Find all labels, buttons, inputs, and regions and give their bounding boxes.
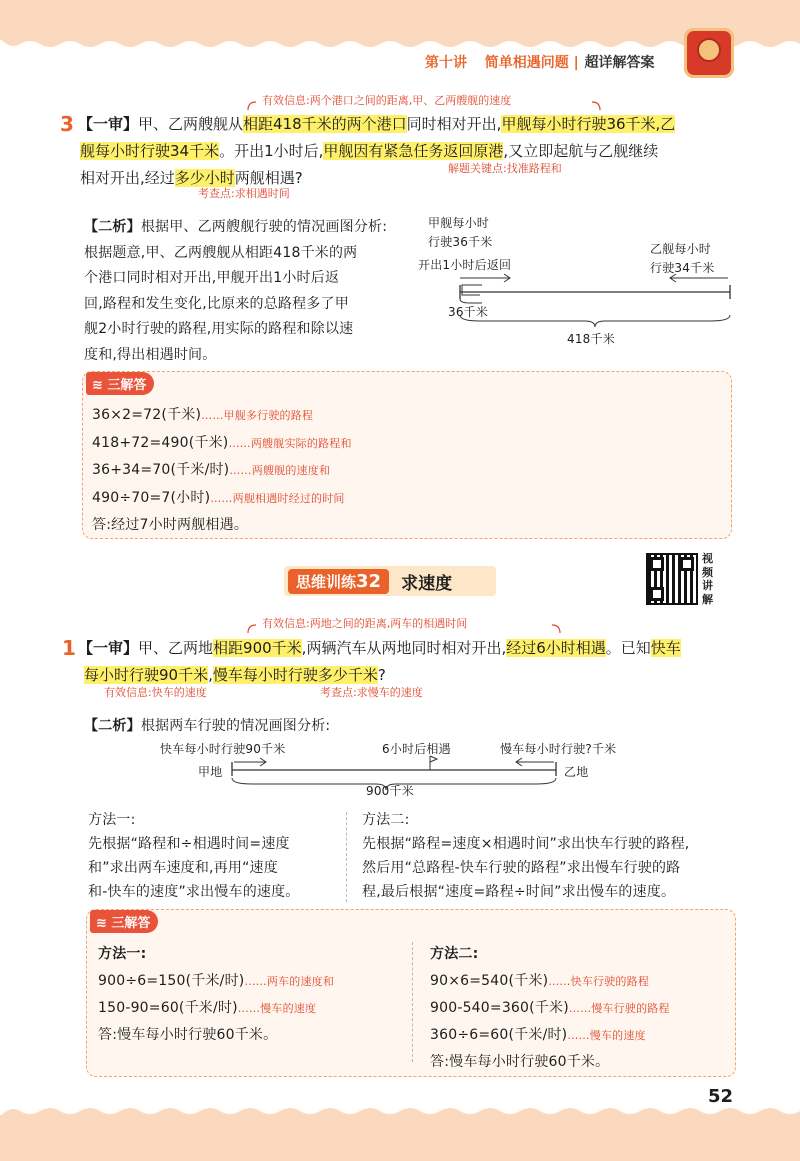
p1-method1 bbox=[88, 808, 300, 904]
p3-final-answer: 答:经过7小时两舰相遇。 bbox=[92, 517, 249, 533]
p1-annotation-fast: 有效信息:快车的速度 bbox=[104, 686, 207, 699]
p1-answer-divider bbox=[412, 942, 413, 1062]
p3-text: 。开出1小时后, bbox=[219, 142, 324, 160]
p3-diagram-b-speed: 乙舰每小时 bbox=[650, 242, 712, 256]
p1-sol2-eq: 360÷6=60(千米/时) bbox=[430, 1027, 568, 1043]
header-label: 超详解答案 bbox=[584, 55, 655, 71]
p3-step-note: ……两艘舰的速度和 bbox=[229, 464, 331, 477]
p1-sol1-note: ……慢车的速度 bbox=[237, 1002, 317, 1015]
p1-text: 。已知 bbox=[605, 639, 651, 657]
p3-step-note: ……两艘舰实际的路程和 bbox=[228, 436, 352, 450]
p1-text: ,两辆汽车从两地同时相对开出, bbox=[301, 639, 507, 657]
p1-answer-tag: ≋ 三解答 bbox=[90, 910, 158, 933]
p1-sol1-eq: 150-90=60(千米/时) bbox=[98, 1000, 238, 1016]
p1-analysis-text: 根据两车行驶的情况画图分析: bbox=[140, 718, 331, 734]
p1-diagram-a: 甲地 bbox=[198, 765, 223, 779]
p3-analysis-line: 根据题意,甲、乙两艘舰从相距418千米的两 bbox=[84, 244, 358, 261]
header-topic: 简单相遇问题 bbox=[484, 55, 569, 71]
p3-diagram-a-speed: 行驶36千米 bbox=[428, 235, 493, 249]
p3-text: 相对开出,经过 bbox=[80, 169, 175, 187]
p3-highlight-question: 多少小时 bbox=[174, 169, 235, 187]
p1-sol1-eq: 900÷6=150(千米/时) bbox=[98, 973, 245, 989]
p1-diagram-meet: 6小时后相遇 bbox=[382, 742, 451, 756]
p1-sol2-note: ……快车行驶的路程 bbox=[548, 975, 650, 988]
p3-highlight-speed-a: 甲舰每小时行驶36千米,乙 bbox=[501, 115, 676, 133]
p1-sol2-note: ……慢车的速度 bbox=[567, 1029, 646, 1042]
p3-analysis-line: 根据甲、乙两艘舰行驶的情况画图分析: bbox=[140, 219, 388, 235]
training-badge bbox=[288, 569, 389, 594]
p1-annotation-info: 有效信息:两地之间的距离,两车的相遇时间 bbox=[262, 617, 468, 630]
p1-line2 bbox=[84, 664, 386, 685]
p1-method1-line: 和”求出两车速度和,再用“速度 bbox=[88, 860, 278, 876]
bottom-band bbox=[0, 1115, 800, 1161]
p3-diagram-a-speed: 甲舰每小时 bbox=[428, 216, 490, 230]
p3-answer-steps bbox=[92, 402, 352, 540]
p1-sol1-final: 答:慢车每小时行驶60千米。 bbox=[98, 1027, 278, 1043]
p1-sol2-final: 答:慢车每小时行驶60千米。 bbox=[430, 1054, 610, 1070]
p1-method2-line: 然后用“总路程-快车行驶的路程”求出慢车行驶的路 bbox=[362, 860, 681, 876]
training-title bbox=[288, 568, 452, 594]
p1-tag: 【一审】 bbox=[78, 639, 139, 657]
p3-step-eq: 36×2=72(千米) bbox=[92, 407, 202, 423]
p3-step-eq: 36+34=70(千米/时) bbox=[92, 462, 230, 478]
p3-analysis-line: 个港口同时相对开出,甲舰开出1小时后返 bbox=[84, 270, 340, 286]
p1-answer-tag-label: 三解答 bbox=[111, 916, 151, 931]
p3-diagram-a-return: 开出1小时后返回 bbox=[418, 258, 512, 272]
p1-diagram-b: 乙地 bbox=[564, 765, 589, 779]
p3-answer-tag-label: 三解答 bbox=[107, 378, 147, 393]
header-lecture: 第十讲 bbox=[425, 55, 467, 71]
medal-icon bbox=[697, 38, 721, 62]
p3-analysis bbox=[84, 215, 387, 368]
p1-text: ? bbox=[377, 666, 386, 684]
p3-text: 甲、乙两艘舰从 bbox=[138, 115, 244, 133]
p1-annotation-brace bbox=[246, 621, 566, 635]
p3-analysis-line: 度和,得出相遇时间。 bbox=[84, 346, 217, 363]
p3-tag: 【一审】 bbox=[78, 115, 139, 133]
p1-highlight-question: 慢车每小时行驶多少千米 bbox=[212, 666, 378, 684]
p1-method2-line: 程,最后根据“速度=路程÷时间”求出慢车的速度。 bbox=[362, 884, 676, 900]
p3-annotation-exam: 考查点:求相遇时间 bbox=[198, 187, 290, 200]
p1-annotation-exam: 考查点:求慢车的速度 bbox=[320, 686, 423, 699]
training-prefix: 思维训练 bbox=[296, 572, 357, 591]
p3-diagram-total-label: 418千米 bbox=[567, 332, 615, 346]
p3-annotation-brace bbox=[246, 98, 606, 112]
p1-sol1-title: 方法一: bbox=[98, 946, 147, 962]
p3-analysis-line: 回,路程和发生变化,比原来的总路程多了甲 bbox=[84, 295, 349, 312]
page-number: 52 bbox=[708, 1086, 734, 1107]
p1-highlight-fast-speed: 每小时行驶90千米 bbox=[84, 666, 209, 684]
p1-diagram-slow: 慢车每小时行驶?千米 bbox=[500, 742, 617, 756]
p3-line1 bbox=[78, 113, 675, 134]
header: 第十讲 简单相遇问题 | 超详解答案 bbox=[425, 55, 655, 71]
p1-sol2-note: ……慢车行驶的路程 bbox=[568, 1002, 670, 1015]
p1-diagram-total: 900千米 bbox=[366, 784, 414, 798]
p3-answer-tag: ≋ 三解答 bbox=[86, 372, 154, 395]
p3-annotation-key: 解题关键点:找准路程和 bbox=[448, 162, 562, 175]
p3-number: 3 bbox=[60, 112, 74, 136]
p1-number: 1 bbox=[62, 636, 76, 660]
p1-highlight-time: 经过6小时相遇 bbox=[506, 639, 606, 657]
p1-line1 bbox=[78, 637, 681, 658]
p1-sol2-eq: 90×6=540(千米) bbox=[430, 973, 549, 989]
p3-analysis-line: 舰2小时行驶的路程,用实际的路程和除以速 bbox=[84, 321, 354, 337]
p1-highlight-fast: 快车 bbox=[650, 639, 681, 657]
p3-step-eq: 418+72=490(千米) bbox=[92, 434, 229, 451]
p3-diagram-lines bbox=[440, 245, 740, 335]
p3-text: 两舰相遇? bbox=[234, 169, 303, 187]
training-topic: 求速度 bbox=[401, 573, 453, 594]
p1-analysis bbox=[84, 715, 330, 735]
header-logo bbox=[684, 28, 734, 78]
top-band bbox=[0, 0, 800, 40]
p3-diagram-b-speed: 行驶34千米 bbox=[650, 261, 715, 275]
p3-step-eq: 490÷70=7(小时) bbox=[92, 489, 211, 506]
p3-step-note: ……甲舰多行驶的路程 bbox=[201, 409, 314, 422]
p3-highlight-distance: 相距418千米的两个港口 bbox=[243, 115, 407, 133]
p1-sol1-note: ……两车的速度和 bbox=[244, 975, 335, 988]
p1-method1-line: 先根据“路程和÷相遇时间=速度 bbox=[88, 836, 290, 852]
p1-method1-line: 和-快车的速度”求出慢车的速度。 bbox=[88, 884, 300, 900]
qr-label: 视频讲解 bbox=[702, 552, 713, 606]
p3-diagram-seg-label: 36千米 bbox=[448, 305, 489, 319]
p1-highlight-distance: 相距900千米 bbox=[213, 639, 302, 657]
p1-analysis-tag: 【二析】 bbox=[84, 718, 141, 734]
p1-method2-line: 先根据“路程=速度×相遇时间”求出快车行驶的路程, bbox=[362, 836, 690, 852]
p1-sol2-title: 方法二: bbox=[430, 946, 479, 962]
p1-sol2-eq: 900-540=360(千米) bbox=[430, 1000, 569, 1016]
training-number: 32 bbox=[356, 570, 382, 592]
p3-highlight-speed-b: 舰每小时行驶34千米 bbox=[80, 142, 220, 160]
p1-diagram-fast: 快车每小时行驶90千米 bbox=[160, 742, 286, 756]
top-wave-decoration bbox=[0, 38, 800, 52]
qr-code[interactable] bbox=[646, 553, 698, 605]
p3-analysis-tag: 【二析】 bbox=[84, 219, 141, 235]
p1-method2 bbox=[362, 808, 689, 904]
p3-step-note: ……两舰相遇时经过的时间 bbox=[210, 491, 345, 505]
p1-method1-title: 方法一: bbox=[88, 812, 136, 828]
p3-highlight-return: 甲舰因有紧急任务返回原港 bbox=[323, 142, 504, 160]
p1-sol1 bbox=[98, 941, 334, 1049]
p1-text: 甲、乙两地 bbox=[138, 639, 214, 657]
p1-method-divider bbox=[346, 812, 347, 902]
p1-text: , bbox=[208, 666, 213, 684]
p3-line2 bbox=[80, 140, 658, 161]
p1-method2-title: 方法二: bbox=[362, 812, 410, 828]
p3-annotation-info: 有效信息:两个港口之间的距离,甲、乙两艘舰的速度 bbox=[262, 94, 512, 107]
p3-text: ,又立即起航与乙舰继续 bbox=[503, 142, 659, 160]
p1-sol2 bbox=[430, 941, 670, 1076]
p3-text: 同时相对开出, bbox=[406, 115, 502, 133]
